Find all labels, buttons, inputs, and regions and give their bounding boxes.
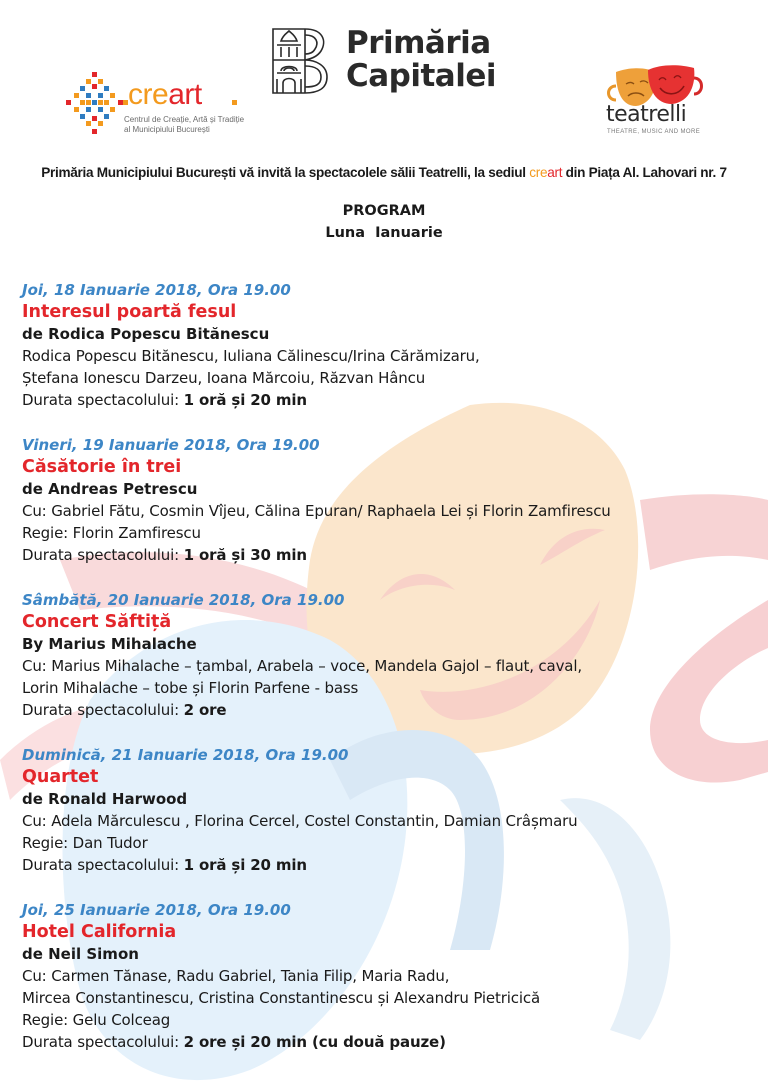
event-director: Regie: Florin Zamfirescu bbox=[22, 524, 201, 542]
event-director: Regie: Gelu Colceag bbox=[22, 1011, 171, 1029]
invitation-creart-cre: cre bbox=[529, 165, 548, 180]
duration-value: 2 ore bbox=[183, 701, 227, 719]
duration-value: 1 oră și 20 min bbox=[183, 856, 307, 874]
teatrelli-logo-name: teatrelli bbox=[606, 102, 687, 127]
invitation-text bbox=[0, 165, 768, 180]
event-item bbox=[22, 899, 752, 1053]
creart-wordmark-cre: cre bbox=[128, 78, 169, 111]
event-cast-line: Cu: Adela Mărculescu , Florina Cercel, Costel Constantin, Damian Crâșmaru bbox=[22, 812, 578, 830]
event-date: Joi, 25 Ianuarie 2018, Ora 19.00 bbox=[22, 901, 291, 919]
teatrelli-masks-icon bbox=[604, 64, 706, 106]
program-heading: PROGRAM bbox=[342, 203, 426, 219]
creart-logo bbox=[66, 72, 256, 136]
event-title: Căsătorie în trei bbox=[22, 457, 182, 477]
event-author: de Neil Simon bbox=[22, 945, 139, 963]
event-duration bbox=[22, 854, 752, 876]
creart-pixel-emblem-icon bbox=[66, 72, 124, 136]
creart-dot-right bbox=[232, 100, 237, 105]
event-title: Concert Săftiță bbox=[22, 612, 172, 632]
teatrelli-logo bbox=[604, 64, 706, 140]
duration-value: 1 oră și 20 min bbox=[183, 391, 307, 409]
event-cast-line: Lorin Mihalache – tobe și Florin Parfene - bass bbox=[22, 679, 359, 697]
event-author: de Ronald Harwood bbox=[22, 790, 188, 808]
event-director: Regie: Dan Tudor bbox=[22, 834, 148, 852]
duration-label: Durata spectacolului: bbox=[22, 856, 184, 874]
event-cast-line: Rodica Popescu Bitănescu, Iuliana Călinescu/Irina Cărămizaru, bbox=[22, 347, 480, 365]
event-item bbox=[22, 434, 752, 566]
invitation-text-after: din Piața Al. Lahovari nr. 7 bbox=[562, 165, 727, 180]
primaria-logo-line2: Capitalei bbox=[346, 58, 497, 94]
event-title: Hotel California bbox=[22, 922, 177, 942]
event-item bbox=[22, 279, 752, 411]
duration-label: Durata spectacolului: bbox=[22, 701, 184, 719]
event-cast-line: Cu: Gabriel Fătu, Cosmin Vîjeu, Călina Epuran/ Raphaela Lei și Florin Zamfirescu bbox=[22, 502, 611, 520]
event-duration bbox=[22, 1031, 752, 1053]
creart-wordmark-art: art bbox=[168, 78, 202, 111]
primaria-logo-line1: Primăria bbox=[346, 25, 491, 61]
program-month: Luna Ianuarie bbox=[325, 225, 443, 241]
event-date: Joi, 18 Ianuarie 2018, Ora 19.00 bbox=[22, 281, 291, 299]
invitation-text-before: Primăria Municipiului București vă invită la spectacolele sălii Teatrelli, la sediul bbox=[41, 165, 530, 180]
event-title: Interesul poartă fesul bbox=[22, 302, 237, 322]
event-date: Duminică, 21 Ianuarie 2018, Ora 19.00 bbox=[22, 746, 349, 764]
event-duration bbox=[22, 544, 752, 566]
event-item bbox=[22, 589, 752, 721]
teatrelli-logo-tagline: THEATRE, MUSIC AND MORE bbox=[607, 129, 701, 135]
primaria-building-b-icon bbox=[271, 27, 331, 95]
duration-value: 2 ore și 20 min (cu două pauze) bbox=[183, 1033, 446, 1051]
duration-value: 1 oră și 30 min bbox=[183, 546, 307, 564]
event-cast-line: Cu: Marius Mihalache – țambal, Arabela – voce, Mandela Gajol – flaut, caval, bbox=[22, 657, 582, 675]
event-date: Vineri, 19 Ianuarie 2018, Ora 19.00 bbox=[22, 436, 320, 454]
duration-label: Durata spectacolului: bbox=[22, 1033, 184, 1051]
creart-subtitle bbox=[124, 115, 244, 135]
event-author: By Marius Mihalache bbox=[22, 635, 197, 653]
duration-label: Durata spectacolului: bbox=[22, 391, 184, 409]
event-item bbox=[22, 744, 752, 876]
event-duration bbox=[22, 389, 752, 411]
event-cast-line: Mircea Constantinescu, Cristina Constantinescu și Alexandru Pietricică bbox=[22, 989, 541, 1007]
event-title: Quartet bbox=[22, 767, 99, 787]
event-date: Sâmbătă, 20 Ianuarie 2018, Ora 19.00 bbox=[22, 591, 345, 609]
event-cast-line: Ștefana Ionescu Darzeu, Ioana Mărcoiu, Răzvan Hâncu bbox=[22, 369, 426, 387]
creart-subtitle-line2: al Municipiului București bbox=[124, 125, 210, 134]
duration-label: Durata spectacolului: bbox=[22, 546, 184, 564]
event-author: de Rodica Popescu Bitănescu bbox=[22, 325, 270, 343]
primaria-capitalei-logo bbox=[271, 27, 511, 97]
invitation-creart-art: art bbox=[547, 165, 563, 180]
creart-subtitle-line1: Centrul de Creație, Artă și Tradiție bbox=[124, 115, 245, 124]
creart-wordmark bbox=[128, 80, 202, 110]
event-cast-line: Cu: Carmen Tănase, Radu Gabriel, Tania Filip, Maria Radu, bbox=[22, 967, 450, 985]
event-author: de Andreas Petrescu bbox=[22, 480, 198, 498]
event-duration bbox=[22, 699, 752, 721]
